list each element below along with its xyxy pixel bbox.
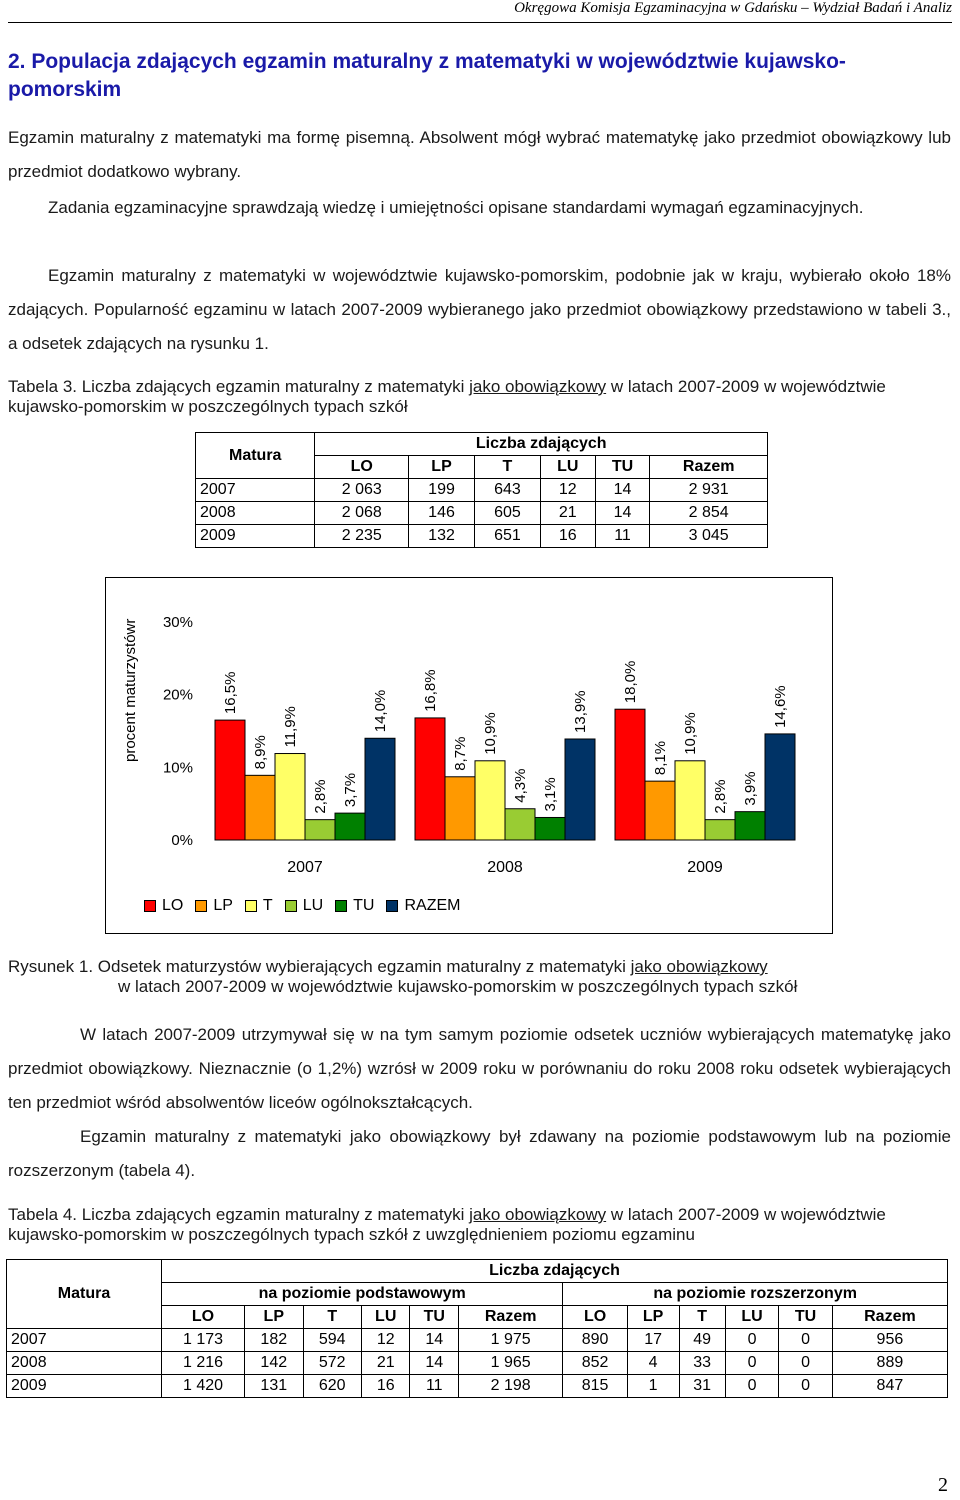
data-label: 3,9% bbox=[742, 771, 759, 806]
table-cell: 815 bbox=[563, 1375, 627, 1398]
legend-swatch bbox=[335, 900, 347, 912]
x-tick-label: 2007 bbox=[287, 859, 323, 876]
table-4 bbox=[6, 1259, 948, 1398]
legend-label: TU bbox=[353, 897, 375, 914]
table-cell: 14 bbox=[410, 1329, 459, 1352]
table-cell: 11 bbox=[595, 525, 650, 548]
y-tick-label: 0% bbox=[171, 832, 193, 849]
legend-swatch bbox=[245, 900, 257, 912]
table4-head-extended: na poziomie rozszerzonym bbox=[563, 1283, 948, 1306]
table-cell: 21 bbox=[361, 1352, 410, 1375]
table-cell: 16 bbox=[361, 1375, 410, 1398]
data-label: 10,9% bbox=[682, 712, 699, 755]
table-cell: 1 bbox=[627, 1375, 679, 1398]
table-cell: 33 bbox=[679, 1352, 725, 1375]
table-cell: 16 bbox=[540, 525, 595, 548]
table-cell: 2 931 bbox=[650, 479, 768, 502]
table-cell: 31 bbox=[679, 1375, 725, 1398]
legend-label: RAZEM bbox=[404, 897, 461, 914]
table-cell: 1 975 bbox=[459, 1329, 563, 1352]
table-cell: 2 068 bbox=[315, 502, 409, 525]
data-label: 8,1% bbox=[652, 740, 669, 776]
table3-col-1: LP bbox=[409, 456, 475, 479]
data-label: 3,7% bbox=[342, 772, 359, 808]
table-cell: 182 bbox=[245, 1329, 303, 1352]
x-tick-label: 2009 bbox=[687, 859, 723, 876]
table-cell: 131 bbox=[245, 1375, 303, 1398]
chart-legend bbox=[144, 897, 472, 915]
table-cell: 2009 bbox=[196, 525, 315, 548]
table4-head-matura: Matura bbox=[7, 1260, 162, 1329]
legend-swatch bbox=[144, 900, 156, 912]
figure-caption: Rysunek 1. Odsetek maturzystów wybierających egzamin maturalny z matematyki jako obowiązkowy w latach 2007-2009 w województwie kujawsko-pomorskim w poszczególnych typach szkół bbox=[8, 957, 798, 996]
y-tick-label: 10% bbox=[162, 759, 193, 777]
table-cell: 620 bbox=[303, 1375, 361, 1398]
table4-col-0: LO bbox=[162, 1306, 245, 1329]
table-cell: 2009 bbox=[7, 1375, 162, 1398]
table-cell: 2 063 bbox=[315, 479, 409, 502]
table-cell: 49 bbox=[679, 1329, 725, 1352]
table-cell: 0 bbox=[725, 1375, 779, 1398]
table-cell: 890 bbox=[563, 1329, 627, 1352]
table4-col-2: T bbox=[303, 1306, 361, 1329]
table-cell: 1 965 bbox=[459, 1352, 563, 1375]
legend-label: LU bbox=[302, 897, 324, 914]
table-cell: 2 198 bbox=[459, 1375, 563, 1398]
legend-item-t bbox=[245, 897, 273, 915]
table-cell: 572 bbox=[303, 1352, 361, 1375]
table-cell: 594 bbox=[303, 1329, 361, 1352]
bar-t-2008 bbox=[475, 761, 505, 840]
table-3 bbox=[195, 432, 768, 548]
data-label: 11,9% bbox=[282, 706, 299, 748]
table-cell: 0 bbox=[779, 1329, 833, 1352]
bar-tu-2009 bbox=[735, 812, 765, 840]
y-tick-label: 20% bbox=[162, 686, 193, 704]
table-cell: 1 173 bbox=[162, 1329, 245, 1352]
table-row bbox=[196, 525, 768, 548]
bar-chart bbox=[105, 577, 831, 897]
bar-lp-2007 bbox=[245, 775, 275, 840]
table-cell: 21 bbox=[540, 502, 595, 525]
table4-col-6: LO bbox=[563, 1306, 627, 1329]
table-cell: 2007 bbox=[7, 1329, 162, 1352]
table-cell: 2008 bbox=[7, 1352, 162, 1375]
table3-col-4: TU bbox=[595, 456, 650, 479]
table4-col-1: LP bbox=[245, 1306, 303, 1329]
section-title: 2. Populacja zdających egzamin maturalny z matematyki w województwie kujawsko-pomorskim bbox=[8, 50, 846, 101]
bar-lp-2009 bbox=[645, 781, 675, 840]
table-cell: 889 bbox=[832, 1352, 947, 1375]
page-number: 2 bbox=[938, 1474, 948, 1496]
legend-item-razem bbox=[386, 897, 460, 915]
bar-razem-2008 bbox=[565, 739, 595, 840]
paragraph-4 bbox=[8, 1018, 951, 1120]
data-label: 16,5% bbox=[222, 671, 239, 715]
table3-head-matura: Matura bbox=[196, 433, 315, 479]
table-row bbox=[196, 502, 768, 525]
legend-label: T bbox=[262, 897, 273, 914]
legend-swatch bbox=[285, 900, 297, 912]
table-cell: 146 bbox=[409, 502, 475, 525]
bar-lo-2009 bbox=[615, 709, 645, 840]
data-label: 16,8% bbox=[422, 669, 439, 712]
table4-col-4: TU bbox=[410, 1306, 459, 1329]
x-tick-label: 2008 bbox=[487, 859, 523, 876]
bar-razem-2009 bbox=[765, 734, 795, 840]
data-label: 2,8% bbox=[712, 779, 729, 814]
table3-head-group: Liczba zdających bbox=[315, 433, 768, 456]
table-cell: 11 bbox=[410, 1375, 459, 1398]
legend-item-lu bbox=[285, 897, 323, 915]
table-cell: 643 bbox=[474, 479, 540, 502]
bar-lp-2008 bbox=[445, 777, 475, 840]
data-label: 10,9% bbox=[482, 712, 499, 755]
table-cell: 17 bbox=[627, 1329, 679, 1352]
paragraph-3-text: Egzamin maturalny z matematyki w województwie kujawsko-pomorskim, podobnie jak w kraju, wybierało około 18% zdających. Popularność egzaminu w latach 2007-2009 wybieranego jako przedmiot obowiązkowy przedstawiono w tabeli 3., a odsetek zdających na rysunku 1. bbox=[8, 266, 951, 353]
table3-col-2: T bbox=[474, 456, 540, 479]
table3-col-0: LO bbox=[315, 456, 409, 479]
bar-lo-2007 bbox=[215, 720, 245, 840]
table-cell: 2007 bbox=[196, 479, 315, 502]
table4-head-basic: na poziomie podstawowym bbox=[162, 1283, 563, 1306]
table-cell: 0 bbox=[725, 1352, 779, 1375]
table4-col-9: LU bbox=[725, 1306, 779, 1329]
paragraph-4-text: W latach 2007-2009 utrzymywał się w na tym samym poziomie odsetek uczniów wybierających matematykę jako przedmiot obowiązkowy. Nieznacznie (o 1,2%) wzrósł w 2009 roku w porównaniu do roku 2008 roku odsetek wybierających ten przedmiot wśród absolwentów liceów ogólnokształcących. bbox=[8, 1025, 951, 1112]
page-header: Okręgowa Komisja Egzaminacyjna w Gdańsku – Wydział Badań i Analiz bbox=[514, 0, 952, 16]
table-cell: 132 bbox=[409, 525, 475, 548]
data-label: 13,9% bbox=[572, 690, 589, 733]
legend-label: LP bbox=[213, 897, 233, 914]
data-label: 14,0% bbox=[372, 689, 389, 733]
data-label: 8,7% bbox=[452, 736, 469, 771]
table3-col-3: LU bbox=[540, 456, 595, 479]
table-row bbox=[7, 1352, 948, 1375]
table-cell: 2 235 bbox=[315, 525, 409, 548]
bar-t-2007 bbox=[275, 754, 305, 840]
table-row bbox=[7, 1329, 948, 1352]
data-label: 3,1% bbox=[542, 777, 559, 812]
y-axis-label: procent maturzystówr bbox=[122, 618, 139, 762]
table4-caption: Tabela 4. Liczba zdających egzamin maturalny z matematyki jako obowiązkowy w latach 2007-2009 w województwie kujawsko-pomorskim w poszczególnych typach szkół z uwzględnieniem poziomu egzaminu bbox=[8, 1205, 886, 1244]
paragraph-5 bbox=[8, 1120, 951, 1188]
table-cell: 14 bbox=[410, 1352, 459, 1375]
table4-col-10: TU bbox=[779, 1306, 833, 1329]
legend-swatch bbox=[386, 900, 398, 912]
table-cell: 605 bbox=[474, 502, 540, 525]
table4-col-5: Razem bbox=[459, 1306, 563, 1329]
table-cell: 3 045 bbox=[650, 525, 768, 548]
bar-razem-2007 bbox=[365, 738, 395, 840]
bar-tu-2008 bbox=[535, 817, 565, 840]
table-cell: 14 bbox=[595, 502, 650, 525]
table-row bbox=[196, 479, 768, 502]
table3-col-5: Razem bbox=[650, 456, 768, 479]
data-label: 2,8% bbox=[312, 779, 329, 814]
legend-swatch bbox=[195, 900, 207, 912]
table-cell: 0 bbox=[779, 1375, 833, 1398]
bar-t-2009 bbox=[675, 761, 705, 840]
table-cell: 199 bbox=[409, 479, 475, 502]
table3-caption: Tabela 3. Liczba zdających egzamin maturalny z matematyki jako obowiązkowy w latach 2007-2009 w województwie kujawsko-pomorskim w poszczególnych typach szkół bbox=[8, 377, 886, 416]
y-tick-label: 30% bbox=[162, 614, 193, 631]
table-cell: 12 bbox=[361, 1329, 410, 1352]
legend-item-tu bbox=[335, 897, 374, 915]
table-cell: 0 bbox=[779, 1352, 833, 1375]
data-label: 4,3% bbox=[512, 768, 529, 803]
bar-lu-2009 bbox=[705, 820, 735, 840]
legend-label: LO bbox=[162, 897, 184, 914]
bar-lo-2008 bbox=[415, 718, 445, 840]
bar-lu-2008 bbox=[505, 809, 535, 840]
table-cell: 4 bbox=[627, 1352, 679, 1375]
table-cell: 12 bbox=[540, 479, 595, 502]
table-cell: 0 bbox=[725, 1329, 779, 1352]
bar-lu-2007 bbox=[305, 820, 335, 840]
table-cell: 847 bbox=[832, 1375, 947, 1398]
data-label: 14,6% bbox=[772, 685, 789, 728]
table-cell: 651 bbox=[474, 525, 540, 548]
table-cell: 1 420 bbox=[162, 1375, 245, 1398]
table-row bbox=[7, 1375, 948, 1398]
legend-item-lo bbox=[144, 897, 183, 915]
table-cell: 956 bbox=[832, 1329, 947, 1352]
paragraph-2-text: Zadania egzaminacyjne sprawdzają wiedzę i umiejętności opisane standardami wymagań egzaminacyjnych. bbox=[48, 198, 864, 217]
table-cell: 1 216 bbox=[162, 1352, 245, 1375]
header-divider bbox=[8, 22, 952, 23]
table-cell: 142 bbox=[245, 1352, 303, 1375]
paragraph-3 bbox=[8, 259, 951, 361]
table4-col-8: T bbox=[679, 1306, 725, 1329]
bar-tu-2007 bbox=[335, 813, 365, 840]
table-cell: 2008 bbox=[196, 502, 315, 525]
table-cell: 14 bbox=[595, 479, 650, 502]
data-label: 8,9% bbox=[252, 735, 269, 770]
paragraph-1: Egzamin maturalny z matematyki ma formę pisemną. Absolwent mógł wybrać matematykę jako przedmiot obowiązkowy lub przedmiot dodatkowo wybrany. bbox=[8, 128, 951, 181]
legend-item-lp bbox=[195, 897, 233, 915]
table4-col-3: LU bbox=[361, 1306, 410, 1329]
paragraph-2 bbox=[8, 191, 951, 225]
table-cell: 852 bbox=[563, 1352, 627, 1375]
table4-col-7: LP bbox=[627, 1306, 679, 1329]
table-cell: 2 854 bbox=[650, 502, 768, 525]
paragraph-5-text: Egzamin maturalny z matematyki jako obowiązkowy był zdawany na poziomie podstawowym lub na poziomie rozszerzonym (tabela 4). bbox=[8, 1127, 951, 1180]
data-label: 18,0% bbox=[622, 660, 639, 704]
table4-head-group: Liczba zdających bbox=[162, 1260, 948, 1283]
table4-col-11: Razem bbox=[832, 1306, 947, 1329]
